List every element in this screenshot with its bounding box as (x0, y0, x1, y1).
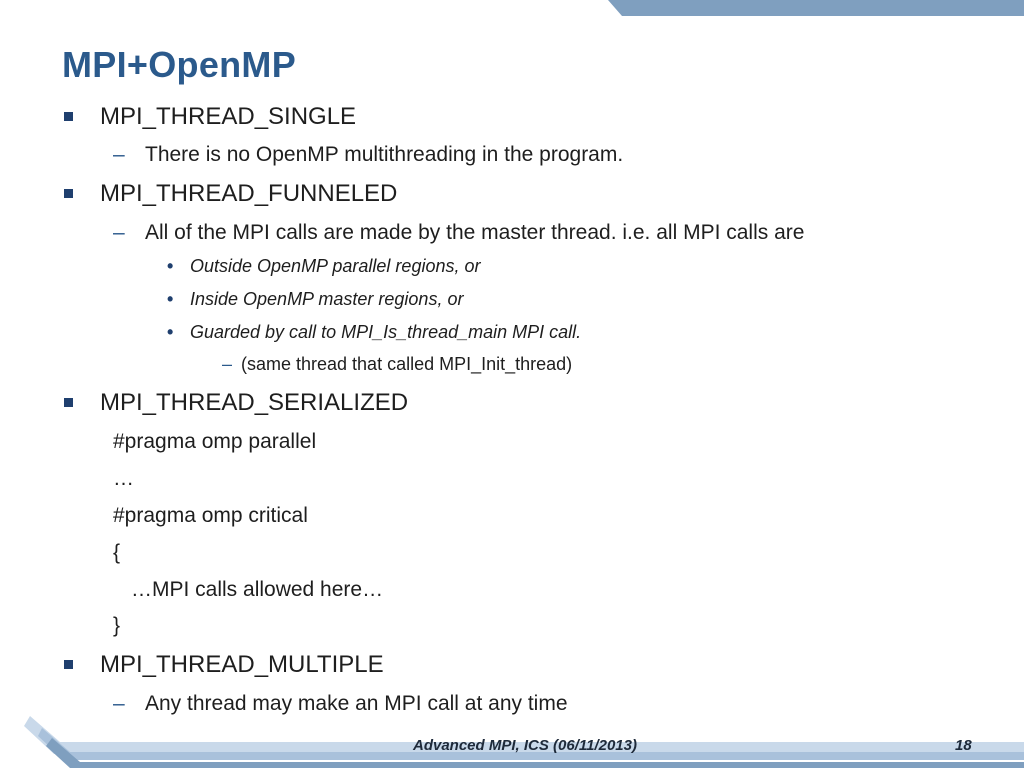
bullet-thread-funneled: MPI_THREAD_FUNNELED (100, 180, 398, 207)
sub-thread-multiple: Any thread may make an MPI call at any time (145, 692, 568, 715)
dash-bullet-icon: – (222, 354, 233, 374)
bullet-thread-multiple: MPI_THREAD_MULTIPLE (100, 651, 384, 678)
sub-thread-single: There is no OpenMP multithreading in the program. (145, 143, 624, 166)
slide-title: MPI+OpenMP (62, 44, 297, 85)
square-bullet-icon (64, 112, 73, 121)
dash-bullet-icon: – (113, 221, 125, 244)
sub-thread-funneled: All of the MPI calls are made by the master thread. i.e. all MPI calls are (145, 221, 805, 244)
funneled-point-3: Guarded by call to MPI_Is_thread_main MPI call. (190, 322, 582, 342)
dot-bullet-icon: • (167, 256, 174, 276)
page-number: 18 (955, 737, 972, 754)
dot-bullet-icon: • (167, 322, 174, 342)
code-line: { (113, 541, 121, 564)
dash-bullet-icon: – (113, 143, 125, 166)
funneled-point-3-note: (same thread that called MPI_Init_thread) (241, 354, 573, 374)
dash-bullet-icon: – (113, 692, 125, 715)
code-line: #pragma omp parallel (113, 430, 317, 453)
code-line: #pragma omp critical (113, 504, 308, 527)
dot-bullet-icon: • (167, 289, 174, 309)
code-line: …MPI calls allowed here… (131, 578, 384, 601)
code-line: } (113, 614, 121, 637)
top-accent-band (622, 0, 1024, 16)
square-bullet-icon (64, 660, 73, 669)
funneled-point-2: Inside OpenMP master regions, or (190, 289, 464, 309)
footer-caption: Advanced MPI, ICS (06/11/2013) (413, 737, 637, 754)
bullet-thread-serialized: MPI_THREAD_SERIALIZED (100, 389, 409, 416)
funneled-point-1: Outside OpenMP parallel regions, or (190, 256, 481, 276)
square-bullet-icon (64, 189, 73, 198)
code-line: … (113, 467, 134, 490)
bullet-thread-single: MPI_THREAD_SINGLE (100, 103, 357, 130)
square-bullet-icon (64, 398, 73, 407)
